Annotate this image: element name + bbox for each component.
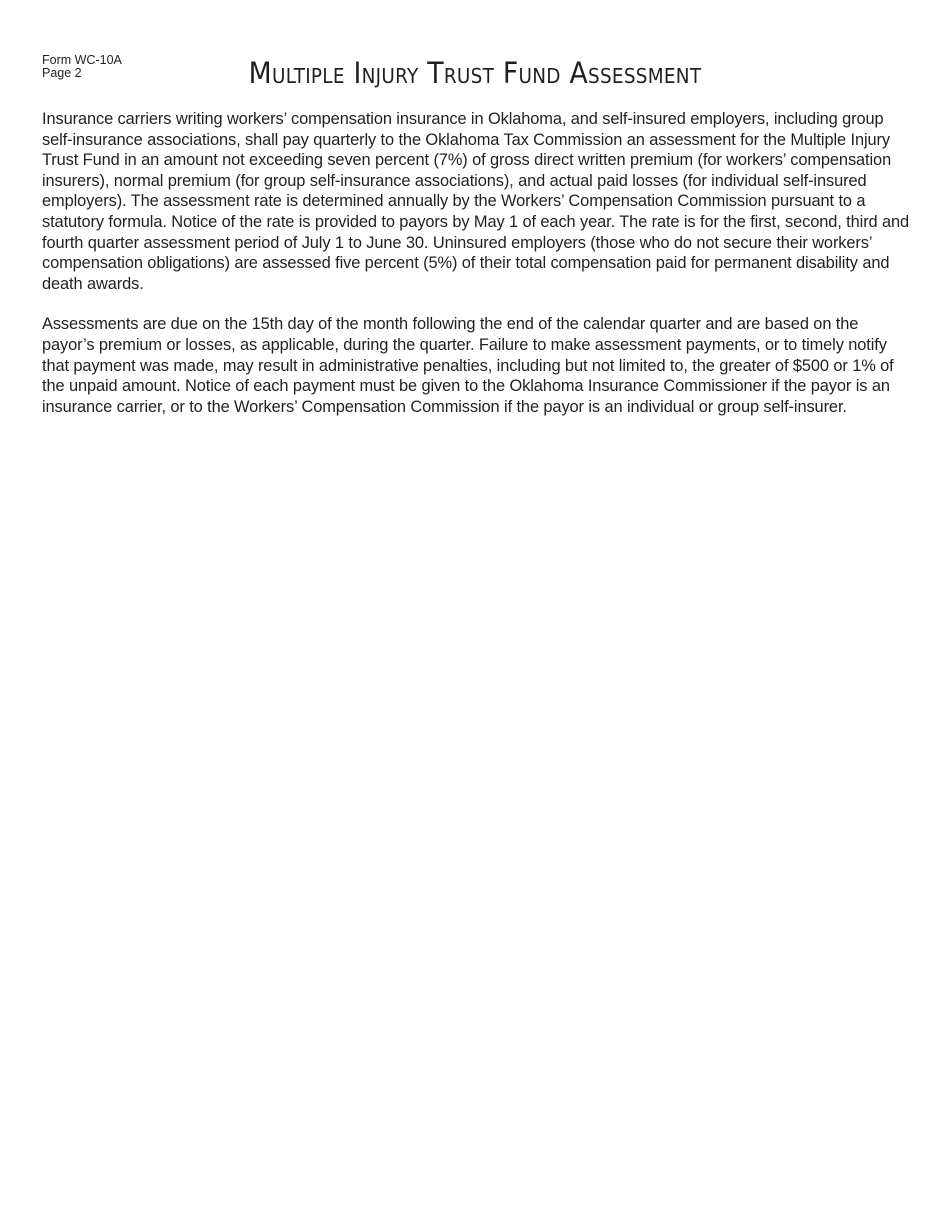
paragraph-assessment-overview: Insurance carriers writing workers’ compensation insurance in Oklahoma, and self-insured employers, including group self-insurance associations, shall pay quarterly to the Oklahoma Tax Commission an assessment for the Multiple Injury Trust Fund in an amount not exceeding seven percent (7%) of gross direct written premium (for workers’ compensation insurers), normal premium (for group self-insurance associations), and actual paid losses (for individual self-insured employers). The assessment rate is determined annually by the Workers’ Compensation Commission pursuant to a statutory formula. Notice of the rate is provided to payors by May 1 of each year. The rate is for the first, second, third and fourth quarter assessment period of July 1 to June 30. Uninsured employers (those who do not secure their workers’ compensation obligations) are assessed five percent (5%) of their total compensation paid for permanent disability and death awards. [42, 110, 910, 293]
page-number: Page 2 [42, 65, 82, 80]
form-number: Form WC-10A [42, 53, 122, 67]
paragraph-assessment-due-dates: Assessments are due on the 15th day of the month following the end of the calendar quarter and are based on the payor’s premium or losses, as applicable, during the quarter. Failure to make assessment payments, or to timely notify that payment was made, may result in administrative penalties, including but not limited to, the greater of $500 or 1% of the unpaid amount. Notice of each payment must be given to the Oklahoma Insurance Commissioner if the payor is an insurance carrier, or to the Workers’ Compensation Commission if the payor is an individual or group self-insurer. [42, 315, 894, 416]
document-title: Multiple Injury Trust Fund Assessment [248, 56, 702, 90]
document-body [42, 109, 914, 437]
